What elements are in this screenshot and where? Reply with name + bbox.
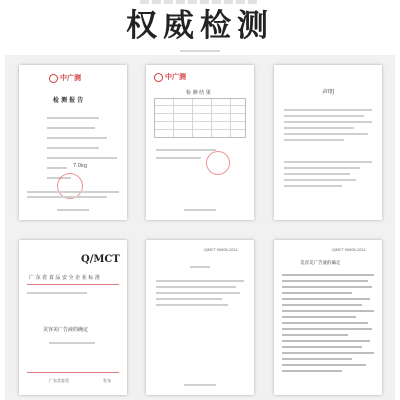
table-title: 检 测 结 果: [186, 90, 211, 96]
standard-product-name: 美容美广告液的确定: [43, 327, 89, 333]
standard-code: Q/MCT: [81, 254, 120, 265]
document-test-report-table[interactable]: [146, 65, 254, 220]
standard-ref-code: Q/MCT 0000S-2021: [204, 248, 238, 252]
sample-code: 7.0kg: [73, 163, 88, 169]
document-test-report-notes[interactable]: [274, 65, 382, 220]
seal-stamp-icon: [206, 151, 230, 175]
cgt-logo: [154, 72, 186, 82]
document-standard-cover[interactable]: [19, 240, 127, 395]
document-test-report-cover[interactable]: [19, 65, 127, 220]
notes-heading: 声明: [322, 89, 335, 96]
cgt-logo: [49, 73, 81, 83]
document-standard-body[interactable]: [274, 240, 382, 395]
standard-ref-code: Q/MCT 0000S-2021: [332, 248, 366, 252]
standard-footer-publisher: 广东美容美: [49, 378, 69, 383]
section-title: 权威检测: [126, 8, 274, 44]
document-standard-preface[interactable]: [146, 240, 254, 395]
results-table: [154, 98, 246, 138]
logo-ring-icon: [154, 73, 163, 82]
standard-header: 广 东 省 食 品 安 全 企 业 标 准: [29, 275, 100, 281]
logo-text: 中广测: [165, 73, 186, 81]
logo-text: 中广测: [60, 74, 81, 82]
report-title: 检 测 报 告: [53, 97, 84, 104]
logo-ring-icon: [49, 74, 58, 83]
title-underline: [180, 50, 220, 52]
standard-footer-issued: 发布: [103, 378, 111, 383]
standard-section-title: 美容美广告液的确定: [300, 261, 341, 266]
documents-panel: [5, 55, 395, 400]
